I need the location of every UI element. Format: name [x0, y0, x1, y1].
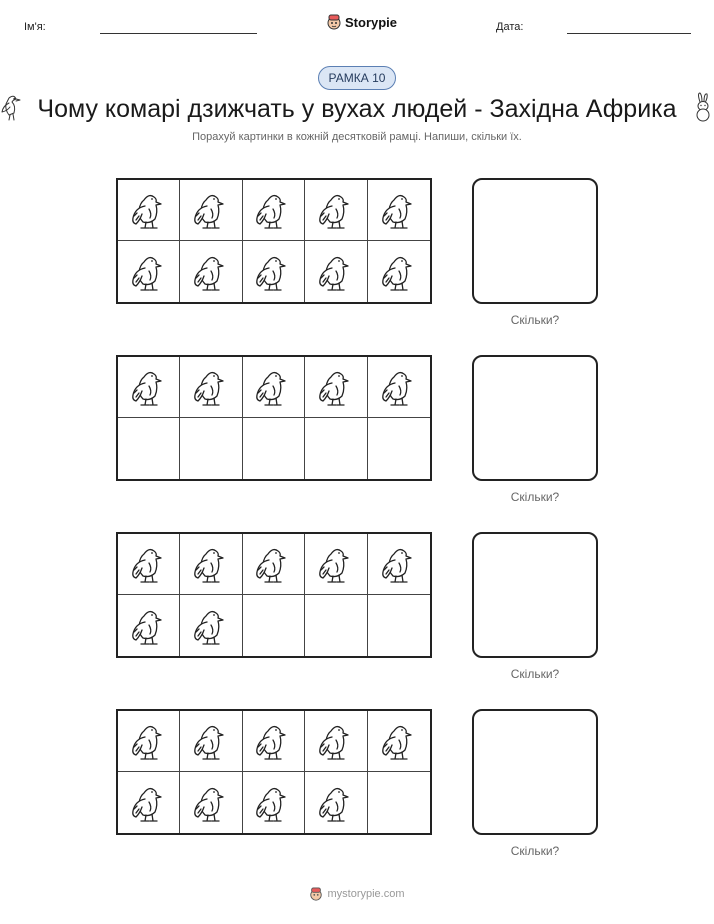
- bird-icon: [128, 250, 170, 294]
- frame-cell: [368, 180, 430, 241]
- ten-frame-4: [116, 709, 432, 835]
- date-line[interactable]: [567, 33, 691, 34]
- frame-cell: [118, 180, 180, 241]
- frame-cell: [118, 418, 180, 479]
- bird-icon: [378, 719, 420, 763]
- date-label: Дата:: [496, 21, 524, 33]
- frame-cell: [180, 772, 242, 833]
- bird-icon: [378, 250, 420, 294]
- frame-cell: [180, 711, 242, 772]
- bird-icon: [315, 250, 357, 294]
- frame-cell: [305, 418, 367, 479]
- bird-icon: [315, 188, 357, 232]
- frame-cell: [305, 595, 367, 656]
- frame-cell: [180, 357, 242, 418]
- frame-cell: [368, 711, 430, 772]
- instructions: Порахуй картинки в кожній десятковій рамці. Напиши, скільки їх.: [192, 131, 522, 143]
- frame-cell: [305, 241, 367, 302]
- ten-frame-2: [116, 355, 432, 481]
- frame-cell: [305, 534, 367, 595]
- answer-box-4[interactable]: [472, 709, 598, 835]
- name-line[interactable]: [100, 33, 257, 34]
- bird-icon: [128, 365, 170, 409]
- how-many-label-1: Скільки?: [510, 313, 560, 327]
- bird-icon: [315, 719, 357, 763]
- bird-icon: [378, 542, 420, 586]
- bird-icon: [190, 781, 232, 825]
- brand-name: Storypie: [345, 14, 398, 30]
- frame-cell: [368, 534, 430, 595]
- bird-icon: [128, 542, 170, 586]
- frame-cell: [243, 772, 305, 833]
- frame-cell: [118, 534, 180, 595]
- frame-cell: [368, 418, 430, 479]
- bird-icon: [252, 781, 294, 825]
- bird-icon: [190, 250, 232, 294]
- answer-box-3[interactable]: [472, 532, 598, 658]
- how-many-label-2: Скільки?: [510, 490, 560, 504]
- how-many-label-3: Скільки?: [510, 667, 560, 681]
- bird-icon: [128, 719, 170, 763]
- answer-box-2[interactable]: [472, 355, 598, 481]
- ten-frame-1: [116, 178, 432, 304]
- bird-icon: [190, 365, 232, 409]
- frame-type-badge: РАМКА 10: [318, 66, 396, 90]
- footer: [0, 886, 714, 902]
- how-many-label-4: Скільки?: [510, 844, 560, 858]
- frame-cell: [180, 180, 242, 241]
- frame-cell: [243, 180, 305, 241]
- bird-icon: [378, 365, 420, 409]
- page-title: Чому комарі дзижчать у вухах людей - Західна Африка: [37, 95, 677, 123]
- brand-logo: [326, 13, 397, 31]
- frame-cell: [118, 241, 180, 302]
- bird-icon: [252, 542, 294, 586]
- name-label: Ім'я:: [24, 21, 46, 33]
- bird-icon: [128, 604, 170, 648]
- frame-cell: [305, 772, 367, 833]
- bird-icon: [128, 188, 170, 232]
- frame-cell: [180, 534, 242, 595]
- bird-icon: [315, 365, 357, 409]
- frame-cell: [305, 180, 367, 241]
- frame-cell: [243, 418, 305, 479]
- frame-cell: [243, 534, 305, 595]
- bird-icon: [190, 542, 232, 586]
- frame-cell: [368, 772, 430, 833]
- frame-cell: [368, 595, 430, 656]
- bird-icon: [252, 250, 294, 294]
- frame-cell: [118, 595, 180, 656]
- frame-cell: [243, 357, 305, 418]
- bird-icon: [252, 719, 294, 763]
- frame-cell: [305, 711, 367, 772]
- frame-cell: [118, 772, 180, 833]
- bird-icon: [252, 188, 294, 232]
- frame-cell: [180, 595, 242, 656]
- bird-icon: [128, 781, 170, 825]
- frame-cell: [180, 418, 242, 479]
- frame-cell: [305, 357, 367, 418]
- bird-icon: [190, 719, 232, 763]
- frame-cell: [180, 241, 242, 302]
- answer-box-1[interactable]: [472, 178, 598, 304]
- frame-cell: [243, 595, 305, 656]
- frame-cell: [368, 241, 430, 302]
- bird-icon: [190, 604, 232, 648]
- bird-icon: [315, 542, 357, 586]
- frame-cell: [368, 357, 430, 418]
- bird-icon: [315, 781, 357, 825]
- frame-cell: [243, 711, 305, 772]
- bird-icon: [252, 365, 294, 409]
- bird-icon: [190, 188, 232, 232]
- storypie-mascot-icon: [309, 886, 323, 902]
- ten-frame-3: [116, 532, 432, 658]
- storypie-mascot-icon: [326, 13, 342, 31]
- bird-icon: [378, 188, 420, 232]
- frame-cell: [118, 711, 180, 772]
- frame-cell: [243, 241, 305, 302]
- frame-cell: [118, 357, 180, 418]
- footer-url[interactable]: mystorypie.com: [327, 888, 405, 900]
